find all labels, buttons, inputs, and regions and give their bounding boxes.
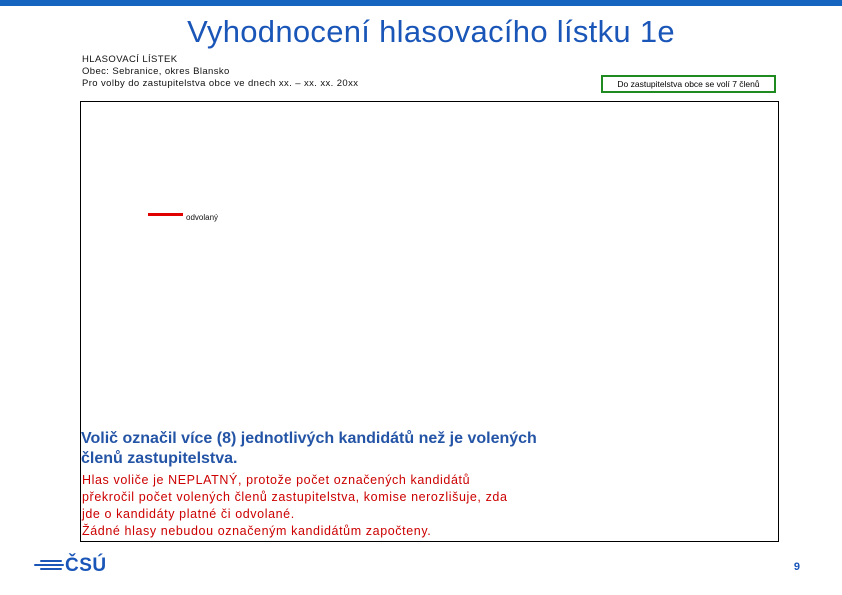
ballot-election-line: Pro volby do zastupitelstva obce ve dnech xx. – xx. xx. 20xx <box>82 78 359 89</box>
legend-label: odvolaný <box>186 213 219 222</box>
verdict-body <box>82 472 612 540</box>
verdict-line: Žádné hlasy nebudou označeným kandidátům započteny. <box>82 524 432 538</box>
csu-logo <box>34 556 114 576</box>
verdict-line: překročil počet volených členů zastupitelstva, komise nerozlišuje, zda <box>82 490 508 504</box>
top-accent-bar <box>0 0 842 6</box>
verdict-heading: Volič označil více (8) jednotlivých kandidátů než je volených členů zastupitelstva. <box>81 430 537 467</box>
csu-lines-icon <box>34 560 64 572</box>
ballot-header <box>82 54 358 90</box>
legend-red-line <box>148 213 183 216</box>
ballot-municipality: Obec: Sebranice, okres Blansko <box>82 66 230 77</box>
verdict-line: Hlas voliče je NEPLATNÝ, protože počet označených kandidátů <box>82 473 471 487</box>
verdict-line: jde o kandidáty platné či odvolané. <box>82 507 295 521</box>
ballot-heading: HLASOVACÍ LÍSTEK <box>82 54 178 65</box>
csu-logo-text: ČSÚ <box>65 555 107 576</box>
seats-note-box: Do zastupitelstva obce se volí 7 členů <box>601 75 776 93</box>
page-number: 9 <box>793 561 800 573</box>
slide-title: Vyhodnocení hlasovacího lístku 1e <box>187 14 675 49</box>
